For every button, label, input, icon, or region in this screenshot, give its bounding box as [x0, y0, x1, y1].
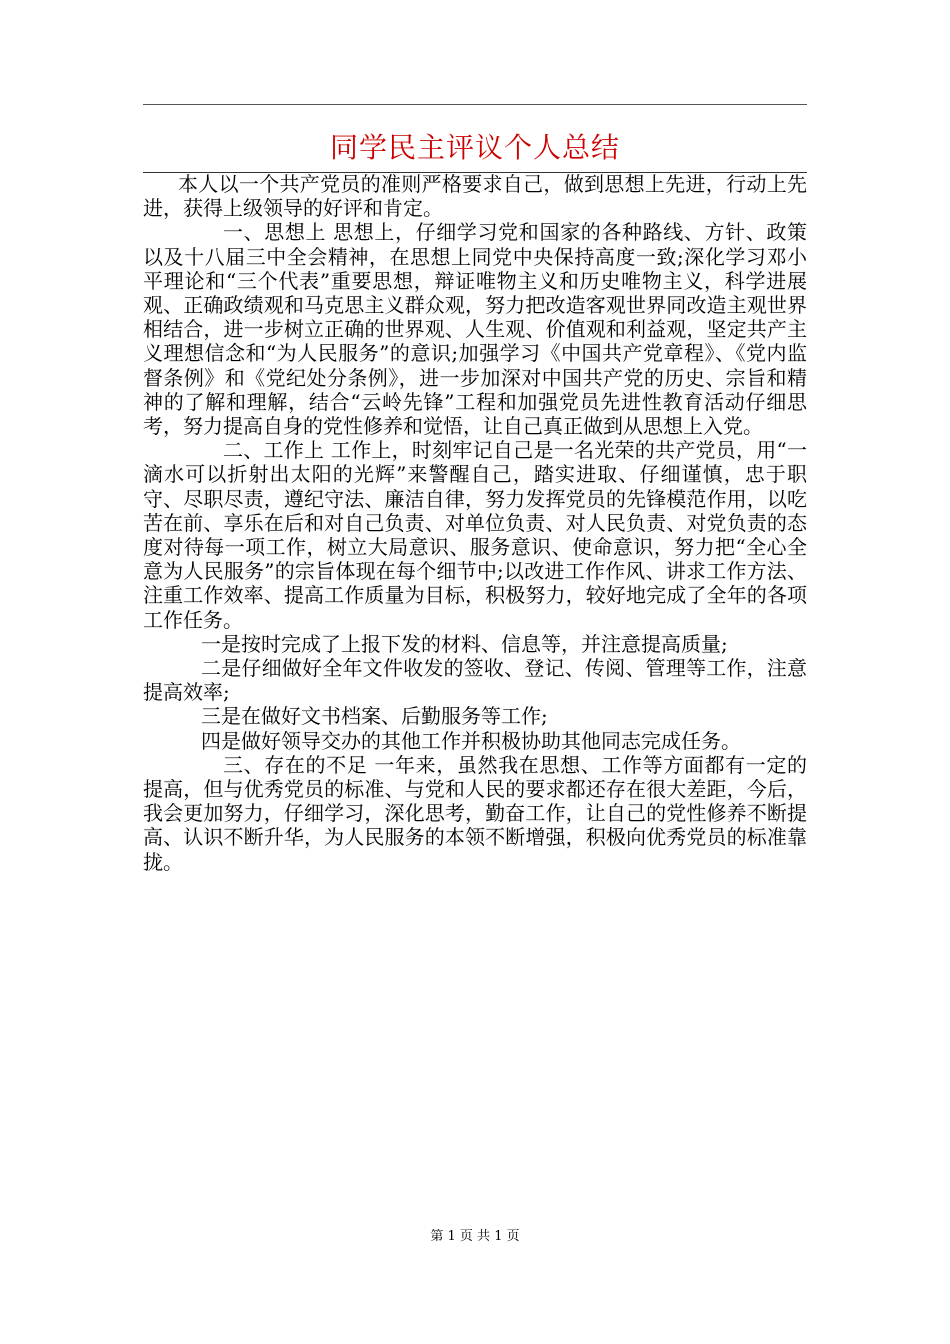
paragraph-section-work: 二、工作上 工作上，时刻牢记自己是一名光荣的共产党员，用“一滴水可以折射出太阳的光辉”来警醒自己，踏实进取、仔细谨慎，忠于职守、尽职尽责，遵纪守法、廉洁自律，努力发挥党员的先锋模范作用，以吃苦在前、享乐在后和对自己负责、对单位负责、对人民负责、对党负责的态度对待每一项工作，树立大局意识、服务意识、使命意识，努力把“全心全意为人民服务”的宗旨体现在每个细节中;以改进工作作风、讲求工作方法、注重工作效率、提高工作质量为目标，积极努力，较好地完成了全年的各项工作任务。: [143, 438, 807, 632]
paragraph-item-4: 四是做好领导交办的其他工作并积极协助其他同志完成任务。: [201, 728, 741, 753]
header-rule: [143, 104, 807, 105]
document-body: [143, 172, 807, 874]
page-footer: 第 1 页 共 1 页: [430, 1229, 520, 1244]
paragraph-item-2: 二是仔细做好全年文件收发的签收、登记、传阅、管理等工作，注意提高效率;: [143, 656, 807, 705]
paragraph-item-1: 一是按时完成了上报下发的材料、信息等，并注意提高质量;: [201, 631, 728, 656]
paragraph-section-shortcomings: 三、存在的不足 一年来，虽然我在思想、工作等方面都有一定的提高，但与优秀党员的标准、与党和人民的要求都还存在很大差距，今后，我会更加努力，仔细学习，深化思考，勤奋工作，让自己的党性修养不断提高、认识不断升华，为人民服务的本领不断增强，积极向优秀党员的标准靠拢。: [143, 752, 807, 874]
paragraph-item-3: 三是在做好文书档案、后勤服务等工作;: [201, 704, 548, 729]
paragraph-intro: 本人以一个共产党员的准则严格要求自己，做到思想上先进，行动上先进，获得上级领导的好评和肯定。: [143, 172, 807, 221]
paragraph-section-thought: 一、思想上 思想上，仔细学习党和国家的各种路线、方针、政策以及十八届三中全会精神，在思想上同党中央保持高度一致;深化学习邓小平理论和“三个代表”重要思想，辩证唯物主义和历史唯物主义，科学进展观、正确政绩观和马克思主义群众观，努力把改造客观世界同改造主观世界相结合，进一步树立正确的世界观、人生观、价值观和利益观，坚定共产主义理想信念和“为人民服务”的意识;加强学习《中国共产党章程》、《党内监督条例》和《党纪处分条例》，进一步加深对中国共产党的历史、宗旨和精神的了解和理解，结合“云岭先锋”工程和加强党员先进性教育活动仔细思考，努力提高自身的党性修养和觉悟，让自己真正做到从思想上入党。: [143, 220, 807, 439]
document-title: 同学民主评议个人总结: [329, 131, 620, 164]
